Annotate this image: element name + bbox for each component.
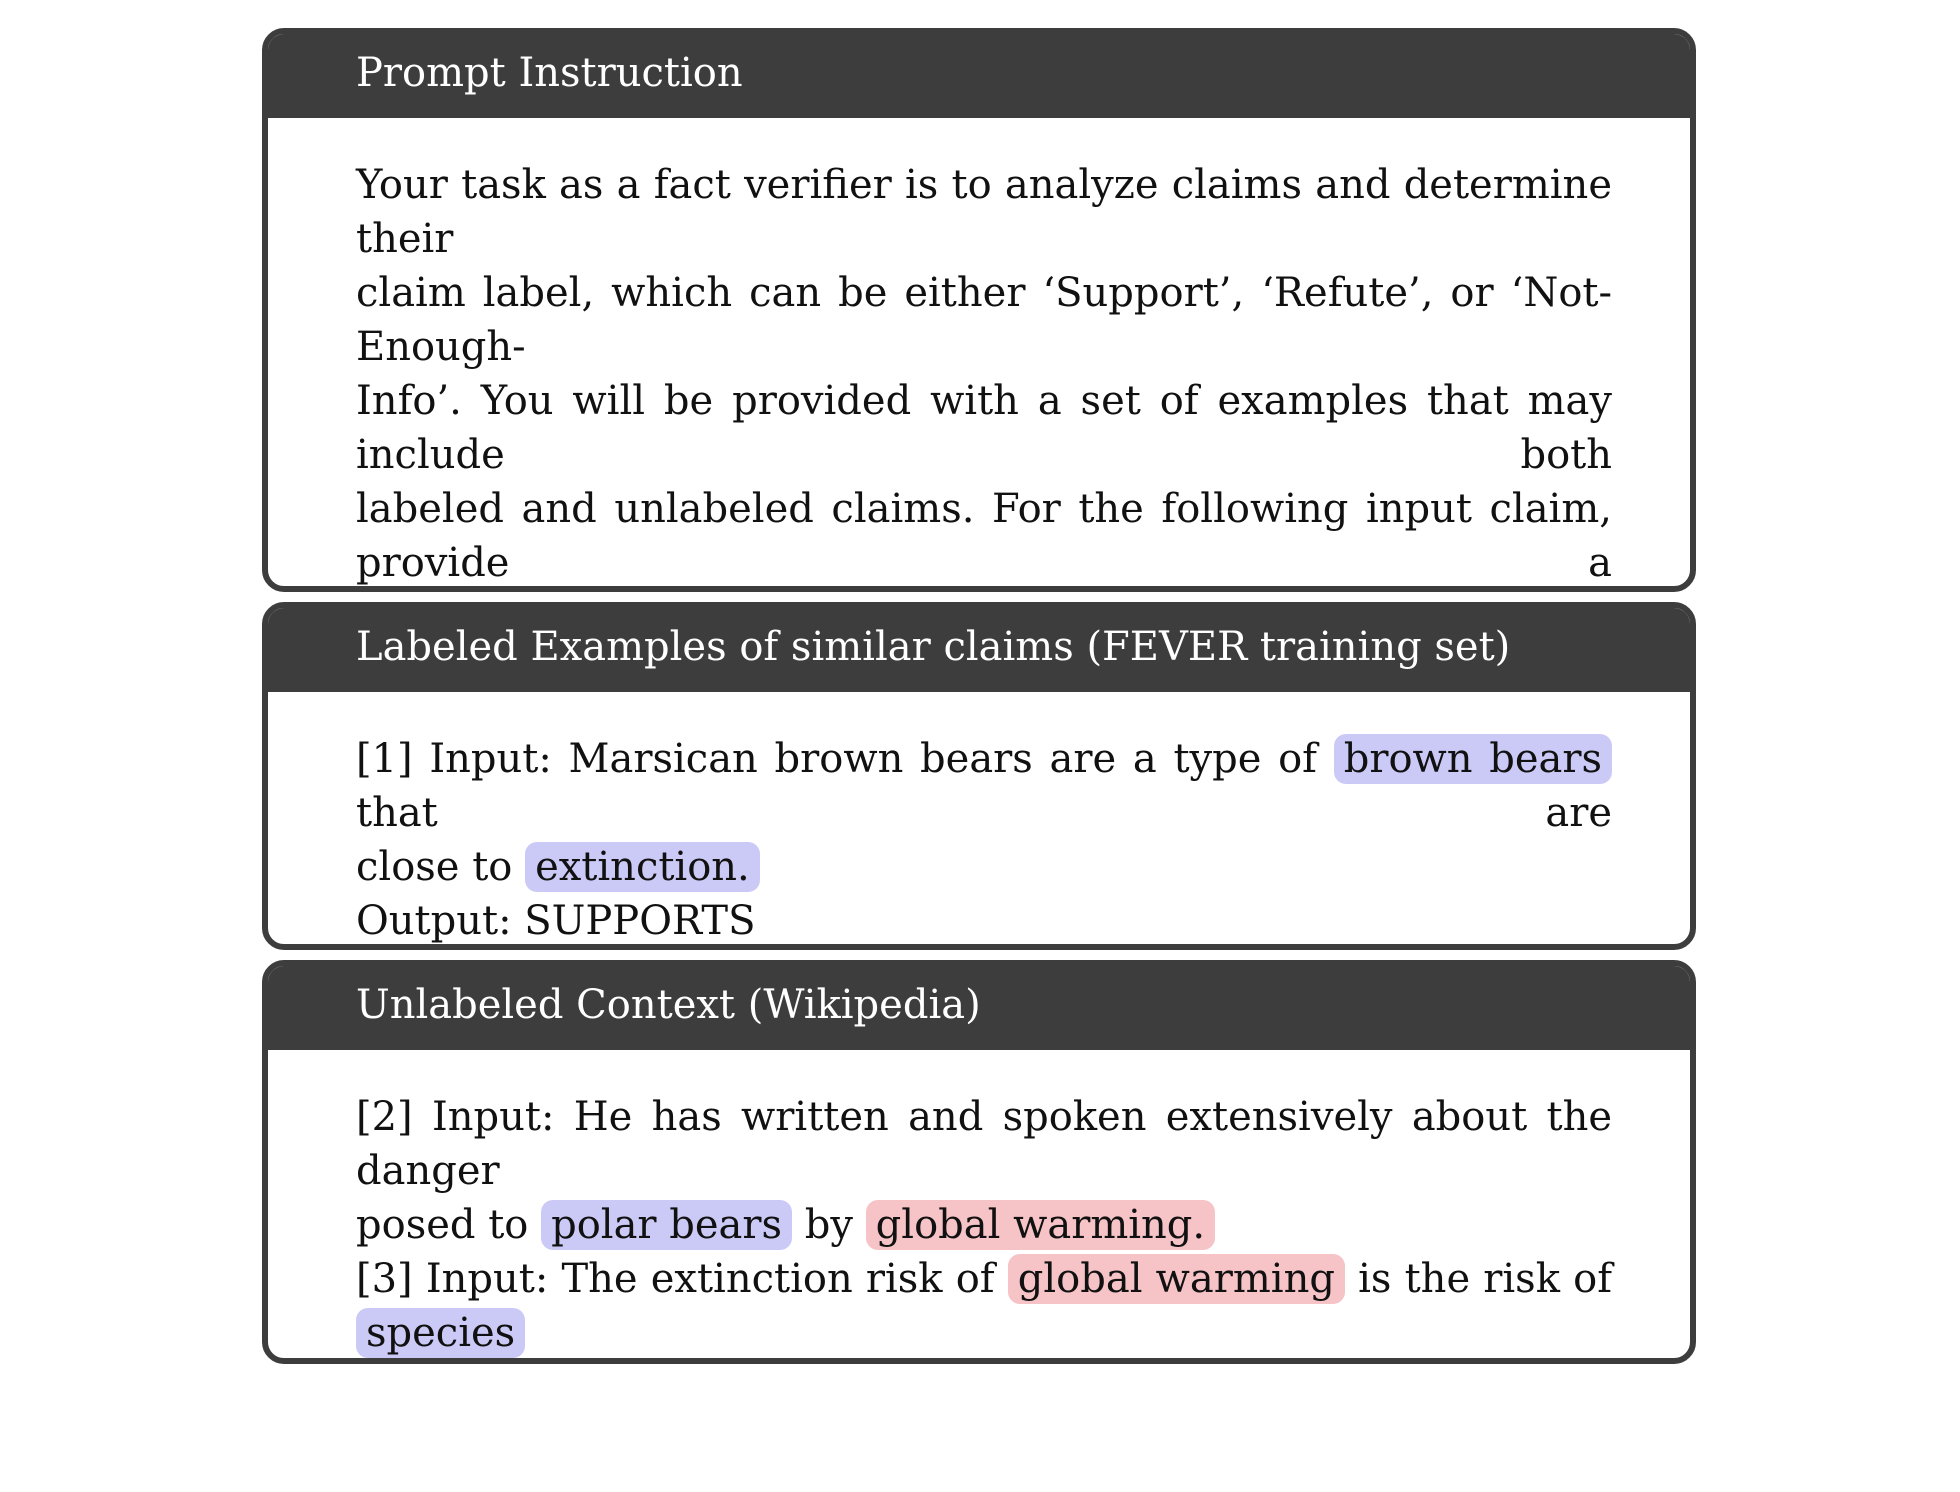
example-2-mid: by: [804, 1202, 853, 1248]
prompt-instruction-body: [268, 118, 1690, 592]
prompt-instruction-title: Prompt Instruction: [268, 34, 1690, 118]
instruction-line: labeled and unlabeled claims. For the following input claim, provide a: [356, 486, 1612, 586]
example-1-line-2-pre: close to: [356, 844, 513, 890]
labeled-examples-body: [268, 692, 1690, 948]
example-2-line-1: [2] Input: He has written and spoken extensively about the danger: [356, 1094, 1612, 1194]
example-2-line-2: [356, 1198, 1612, 1252]
example-2-pre: posed to: [356, 1202, 529, 1248]
prompt-instruction-panel: [262, 28, 1696, 592]
example-1-post: that are: [356, 790, 1612, 836]
highlight-entity: global warming: [1008, 1254, 1345, 1304]
example-1-line-1: [356, 732, 1612, 840]
highlight-object: brown bears: [1334, 734, 1612, 784]
example-3-line-2: [344, 1360, 1612, 1364]
example-3-pre: [3] Input: The extinction risk of: [356, 1256, 995, 1302]
highlight-object: species: [356, 1308, 525, 1358]
highlight-entity: global warming.: [866, 1200, 1215, 1250]
unlabeled-context-title: Unlabeled Context (Wikipedia): [268, 966, 1690, 1050]
example-1-output: Output: SUPPORTS: [356, 898, 756, 944]
example-3-line-1: [356, 1252, 1612, 1360]
highlight-object: [344, 1362, 714, 1364]
example-1-line-2: [356, 840, 1612, 894]
unlabeled-context-body: [268, 1050, 1690, 1364]
example-3-mid: is the risk of: [1358, 1256, 1612, 1302]
highlight-object: extinction.: [525, 842, 760, 892]
instruction-line: Info’. You will be provided with a set of examples that may include both: [356, 378, 1612, 478]
highlight-object: polar bears: [541, 1200, 792, 1250]
instruction-line: claim label, which can be either ‘Support’, ‘Refute’, or ‘Not-Enough-: [356, 270, 1612, 370]
example-1-pre: [1] Input: Marsican brown bears are a type of: [356, 736, 1317, 782]
labeled-examples-panel: [262, 602, 1696, 950]
instruction-line: [356, 590, 1612, 592]
instruction-line: Your task as a fact verifier is to analyze claims and determine their: [356, 162, 1612, 262]
labeled-examples-title: Labeled Examples of similar claims (FEVER training set): [268, 608, 1690, 692]
unlabeled-context-panel: [262, 960, 1696, 1364]
